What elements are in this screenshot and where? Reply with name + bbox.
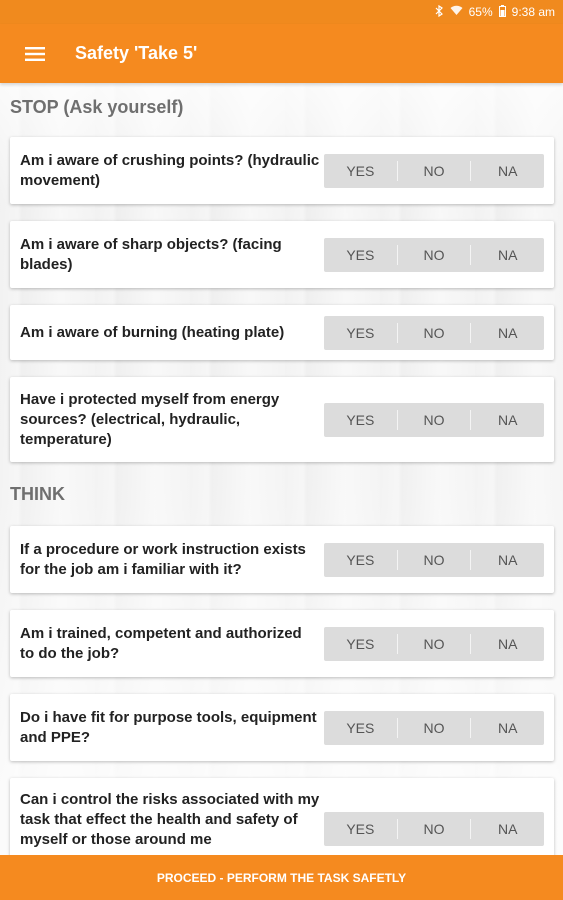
answer-segmented-control [324, 154, 544, 188]
page-title: Safety 'Take 5' [75, 43, 198, 63]
yes-button[interactable]: YES [346, 719, 375, 736]
question-text: Am i aware of sharp objects? (facing blades) [20, 235, 282, 273]
na-button[interactable]: NA [470, 161, 544, 181]
no-button[interactable]: NO [397, 634, 471, 654]
answer-segmented-control [324, 543, 544, 577]
na-button[interactable]: NA [470, 323, 544, 343]
question-card [10, 778, 554, 855]
question-text: Do i have fit for purpose tools, equipment and PPE? [20, 708, 317, 746]
question-card [10, 221, 554, 288]
question-card [10, 526, 554, 593]
answer-segmented-control [324, 711, 544, 745]
no-button[interactable]: NO [397, 323, 471, 343]
no-button[interactable]: NO [397, 819, 471, 839]
no-button[interactable]: NO [397, 550, 471, 570]
yes-button[interactable]: YES [346, 821, 375, 837]
no-button[interactable]: NO [397, 410, 471, 430]
checklist-content[interactable] [0, 83, 563, 855]
na-button[interactable]: NA [470, 819, 544, 839]
menu-button[interactable] [0, 24, 70, 83]
yes-button[interactable]: YES [346, 551, 375, 568]
proceed-button[interactable]: PROCEED - PERFORM THE TASK SAFETLY [0, 855, 563, 900]
yes-button[interactable]: YES [346, 246, 375, 263]
hamburger-icon [25, 47, 45, 61]
na-button[interactable]: NA [470, 410, 544, 430]
answer-segmented-control [324, 627, 544, 661]
no-button[interactable]: NO [397, 161, 471, 181]
section-title-stop: STOP (Ask yourself) [10, 96, 184, 117]
no-button[interactable]: NO [397, 245, 471, 265]
yes-button[interactable]: YES [346, 635, 375, 652]
clock: 9:38 am [511, 5, 555, 19]
wifi-icon [450, 5, 463, 19]
battery-level: 65% [468, 5, 493, 19]
question-text: Have i protected myself from energy sources? (electrical, hydraulic, temperature) [20, 390, 280, 448]
answer-segmented-control [324, 812, 544, 846]
question-card [10, 694, 554, 761]
na-button[interactable]: NA [470, 245, 544, 265]
question-text: If a procedure or work instruction exists for the job am i familiar with it? [20, 540, 306, 578]
no-button[interactable]: NO [397, 718, 471, 738]
yes-button[interactable]: YES [346, 411, 375, 428]
question-card [10, 610, 554, 677]
yes-button[interactable]: YES [346, 162, 375, 179]
question-text: Am i aware of crushing points? (hydraulic movement) [20, 151, 320, 189]
question-card [10, 305, 554, 360]
question-text: Am i trained, competent and authorized to do the job? [20, 624, 302, 662]
question-card [10, 137, 554, 204]
answer-segmented-control [324, 316, 544, 350]
question-text: Am i aware of burning (heating plate) [20, 323, 285, 341]
status-bar [0, 0, 563, 24]
battery-icon [499, 5, 506, 20]
na-button[interactable]: NA [470, 634, 544, 654]
question-text: Can i control the risks associated with my task that effect the health and safety of myself or those around me [20, 791, 320, 848]
answer-segmented-control [324, 238, 544, 272]
na-button[interactable]: NA [470, 718, 544, 738]
question-card [10, 377, 554, 462]
yes-button[interactable]: YES [346, 324, 375, 341]
answer-segmented-control [324, 403, 544, 437]
app-bar [0, 24, 563, 83]
bluetooth-icon [435, 5, 444, 20]
na-button[interactable]: NA [470, 550, 544, 570]
section-title-think: THINK [10, 483, 65, 504]
